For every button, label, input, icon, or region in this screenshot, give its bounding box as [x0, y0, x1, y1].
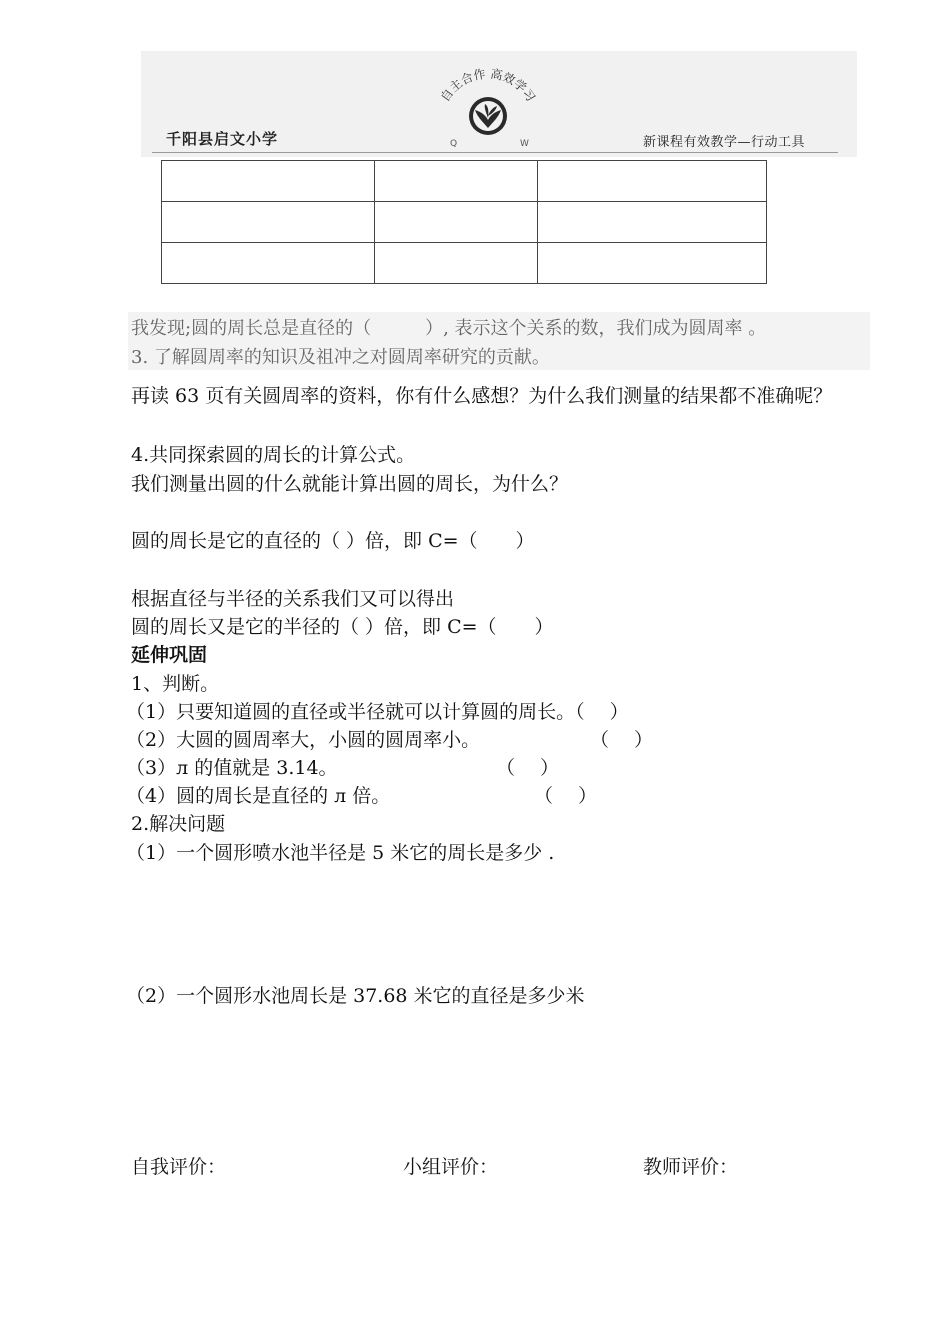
- formula-diameter: 圆的周长是它的直径的（ ）倍，即 C=（ ）: [131, 530, 535, 552]
- school-name: 千阳县启文小学: [166, 130, 279, 148]
- table-cell: [538, 243, 767, 284]
- table-cell: [538, 202, 767, 243]
- judge-bracket-2: （ ）: [590, 729, 654, 751]
- logo-right-letter: W: [520, 139, 529, 149]
- table-cell: [538, 161, 767, 202]
- judge-item-1: （1）只要知道圆的直径或半径就可以计算圆的周长。（ ）: [126, 701, 629, 723]
- school-logo: [428, 62, 548, 154]
- table-row: [162, 161, 767, 202]
- judge-item-3: （3）л 的值就是 3.14。: [126, 757, 338, 779]
- table-row: [162, 243, 767, 284]
- logo-left-letter: Q: [450, 139, 458, 149]
- table-cell: [162, 161, 375, 202]
- table-row: [162, 202, 767, 243]
- header-tagline: 新课程有效教学—行动工具: [643, 135, 806, 150]
- self-evaluation: 自我评价：: [131, 1156, 227, 1178]
- item-4: 4.共同探索圆的周长的计算公式。: [131, 444, 416, 466]
- relation-sentence: 根据直径与半径的关系我们又可以得出: [131, 588, 455, 610]
- measurement-table: [161, 160, 767, 284]
- measure-question: 我们测量出圆的什么就能计算出圆的周长，为什么？: [131, 473, 569, 495]
- item-3: 3. 了解圆周率的知识及祖冲之对圆周率研究的贡献。: [131, 347, 550, 368]
- group-evaluation: 小组评价：: [403, 1156, 499, 1178]
- section-title: 延伸巩固: [131, 644, 208, 666]
- discovery-sentence: 我发现;圆的周长总是直径的（ ）, 表示这个关系的数，我们成为圆周率 。: [131, 318, 767, 339]
- reread-question: 再读 63 页有关圆周率的资料，你有什么感想？为什么我们测量的结果都不准确呢？: [131, 385, 833, 407]
- table-cell: [375, 243, 538, 284]
- table-cell: [162, 202, 375, 243]
- solve-item-1: （1）一个圆形喷水池半径是 5 米它的周长是多少 .: [126, 842, 555, 864]
- table-cell: [375, 202, 538, 243]
- table-cell: [162, 243, 375, 284]
- judge-title: 1、判断。: [131, 673, 220, 695]
- solve-item-2: （2）一个圆形水池周长是 37.68 米它的直径是多少米: [126, 985, 585, 1007]
- table-cell: [375, 161, 538, 202]
- formula-radius: 圆的周长又是它的半径的（ ）倍，即 C=（ ）: [131, 616, 554, 638]
- solve-title: 2.解决问题: [131, 813, 226, 835]
- judge-item-4: （4）圆的周长是直径的 л 倍。: [126, 785, 391, 807]
- judge-bracket-3: （ ）: [496, 757, 560, 779]
- judge-bracket-4: （ ）: [534, 785, 598, 807]
- teacher-evaluation: 教师评价：: [643, 1156, 739, 1178]
- logo-arc-text: 自主合作 高效学习: [437, 66, 539, 105]
- judge-item-2: （2）大圆的圆周率大，小圆的圆周率小。: [126, 729, 481, 751]
